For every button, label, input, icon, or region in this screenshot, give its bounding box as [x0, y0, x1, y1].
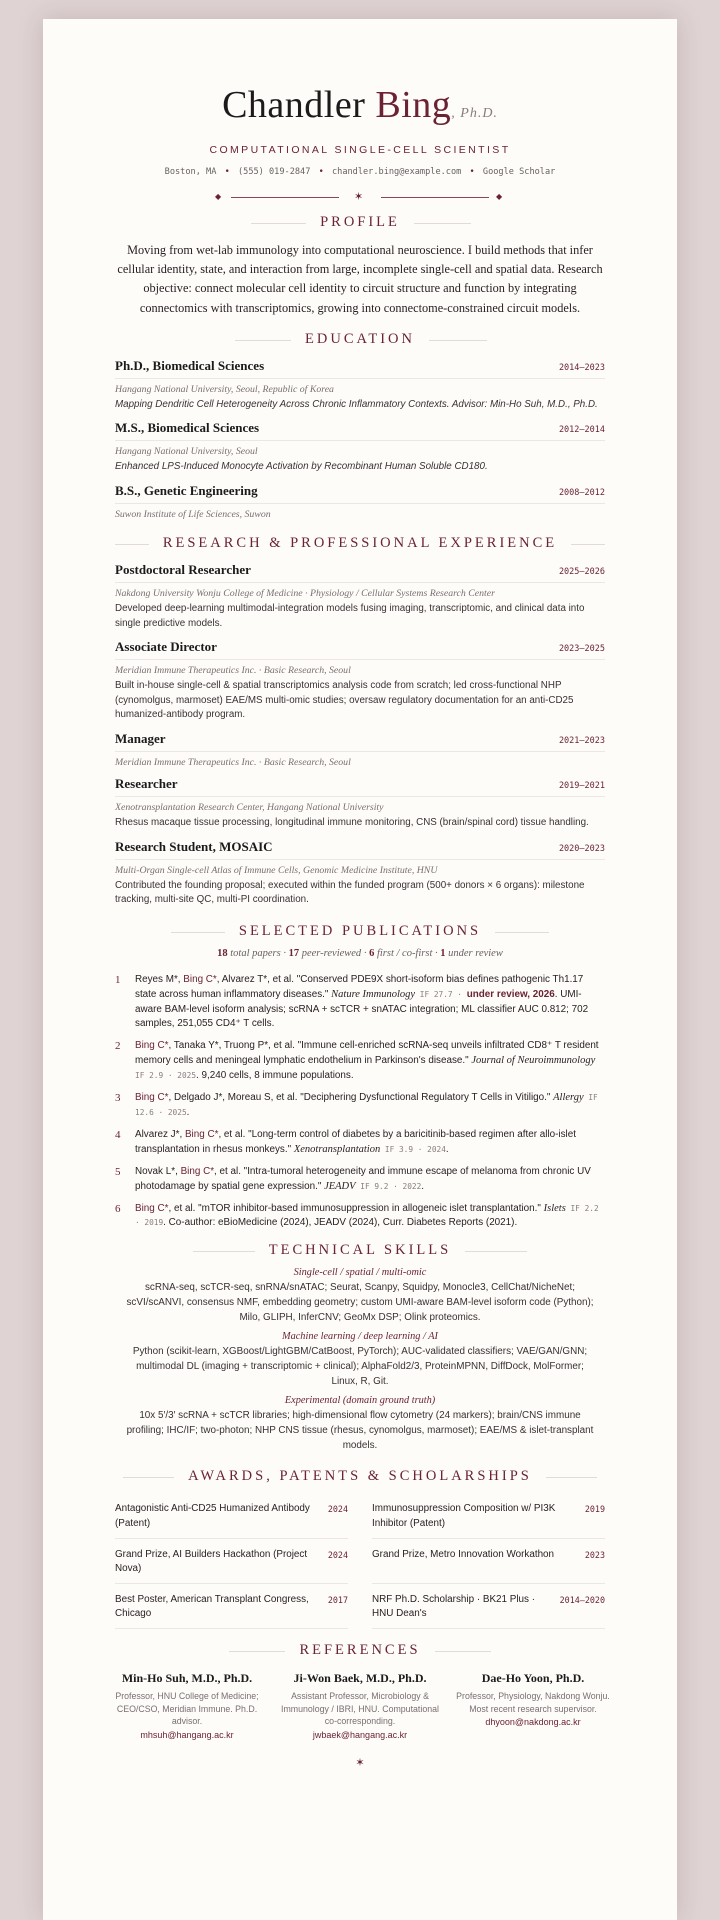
skill-category: Machine learning / deep learning / AI [282, 1331, 438, 1343]
award-item [372, 1545, 605, 1584]
publication-citation [135, 1165, 605, 1195]
contact-email-link[interactable]: chandler.bing@example.com [331, 167, 462, 177]
publication-list [115, 973, 605, 1232]
reference-name: Ji-Won Baek, M.D., Ph.D. [293, 1670, 427, 1685]
authors-title: , Delgado J*, Moreau S, et al. "Deciphering Dysfunctional Regulatory T Cells in Vitiligo." [168, 1092, 554, 1104]
journal-name: Islets [543, 1202, 566, 1214]
publication-number: 5 [115, 1165, 121, 1178]
entry-header [115, 358, 605, 379]
award-label: Grand Prize, AI Builders Hackathon (Project Nova) [115, 1548, 308, 1575]
authors-title: , et al. "Long-term control of diabetes by a baricitinib-based regimen after allo-islet transplantation in rhesus monkeys." [135, 1128, 576, 1155]
impact-factor: IF 9.2 · 2022 [355, 1181, 422, 1191]
authors-title: , Alvarez T*, et al. "Conserved PDE9X short-isoform bias defines pathogenic Th1.17 state across human inflammatory diseases." [135, 973, 584, 1000]
first-author-count: 6 [369, 947, 375, 959]
publication-number: 6 [115, 1202, 121, 1215]
google-scholar-link[interactable]: Google Scholar [482, 167, 556, 177]
publication-note: . 9,240 cells, 8 immune populations. [196, 1070, 354, 1082]
experience-list [115, 562, 605, 908]
contact-phone: (555) 019-2847 [237, 167, 311, 177]
journal-name: Journal of Neuroimmunology [471, 1055, 596, 1067]
last-name: Bing [375, 84, 452, 126]
award-item [372, 1499, 605, 1538]
journal-name: Allergy [553, 1092, 584, 1104]
review-status: under review, 2026 [466, 988, 555, 1000]
self-author: Bing C* [135, 1040, 169, 1052]
entry-title: Associate Director [115, 639, 217, 655]
publication-note: . [445, 1143, 449, 1155]
award-label: Best Poster, American Transplant Congress, Chicago [115, 1593, 309, 1620]
education-entry [115, 483, 605, 520]
role-title: COMPUTATIONAL SINGLE-CELL SCIENTIST [209, 144, 511, 156]
section-title-education: EDUCATION [43, 330, 677, 350]
publication-item [115, 1091, 605, 1121]
entry-description: Developed deep-learning multimodal-integration models fusing imaging, transcriptomic, and clinical data into single predictive models. [115, 603, 585, 629]
publication-citation [135, 1128, 605, 1158]
self-author: Bing C* [184, 1128, 219, 1140]
reference-name: Min-Ho Suh, M.D., Ph.D. [121, 1670, 253, 1685]
entry-header [115, 562, 605, 583]
experience-entry [115, 731, 605, 768]
reference-card [103, 1671, 271, 1740]
award-item [115, 1499, 348, 1538]
award-date: 2017 [327, 1594, 348, 1605]
reference-role: Professor, Physiology, Nakdong Wonju. Most recent research supervisor. [456, 1690, 610, 1714]
publication-item [115, 1165, 605, 1195]
authors-title: , et al. "mTOR inhibitor-based immunosuppression in allogeneic islet transplantation." [168, 1202, 544, 1214]
reference-email-link[interactable]: jwbaek@hangang.ac.kr [312, 1729, 408, 1740]
publication-note: . [186, 1107, 190, 1118]
entry-organization: Hangang National University, Seoul, Republic of Korea [115, 383, 334, 395]
entry-organization: Suwon Institute of Life Sciences, Suwon [115, 509, 271, 520]
reference-email-link[interactable]: dhyoon@nakdong.ac.kr [485, 1717, 581, 1728]
entry-organization: Xenotransplantation Research Center, Hangang National University [115, 801, 384, 813]
resume-header [43, 19, 677, 207]
profile-text: Moving from wet-lab immunology into computational neuroscience. I build methods that infer cellular identity, state, and interaction from large, incomplete single-cell and spatial data. Research objective: connect molecular cell identity to circuit structure and function by integrating connectomics with transcriptomics, growing into connectome-constrained circuit models. [117, 243, 603, 315]
education-entry [115, 358, 605, 413]
education-list [115, 358, 605, 520]
authors-before: Alvarez J*, [135, 1128, 185, 1140]
self-author: Bing C* [135, 1202, 169, 1214]
peer-count: 17 [288, 947, 300, 959]
journal-name: Nature Immunology [331, 988, 416, 1000]
header-flourish [215, 187, 505, 207]
impact-factor: IF 12.6 · 2025 [135, 1093, 598, 1117]
contact-location: Boston, MA [164, 167, 217, 177]
credential: , Ph.D. [451, 106, 498, 121]
publication-item [115, 1202, 605, 1232]
impact-factor: IF 2.9 · 2025 [135, 1071, 197, 1081]
skill-details: scRNA-seq, scTCR-seq, snRNA/snATAC; Seurat, Scanpy, Squidpy, Monocle3, CellChat/NicheNet; scVI/scANVI, consensus NMF, embedding geometry; custom UMI-aware BAM-level isoform code (Python); Milo, GLIPH, InferCNV; GeoMx DSP; Olink proteomics. [126, 1282, 594, 1324]
publication-number: 4 [115, 1128, 121, 1141]
publication-number: 2 [115, 1040, 121, 1053]
entry-header [115, 420, 605, 441]
publication-note: . [421, 1180, 425, 1192]
publication-citation [135, 1039, 605, 1084]
section-title-references: REFERENCES [43, 1641, 677, 1661]
reference-card [449, 1671, 617, 1740]
impact-factor: IF 2.2 · 2019 [135, 1203, 599, 1228]
section-title-experience: RESEARCH & PROFESSIONAL EXPERIENCE [43, 534, 677, 554]
impact-factor: IF 27.7 · [415, 989, 467, 999]
journal-name: Xenotransplantation [293, 1143, 381, 1155]
entry-date: 2019–2021 [558, 780, 605, 791]
entry-description: Mapping Dendritic Cell Heterogeneity Across Chronic Inflammatory Contexts. Advisor: Min-Ho Suh, M.D., Ph.D. [115, 398, 598, 410]
entry-title: Research Student, MOSAIC [115, 838, 273, 854]
entry-title: Postdoctoral Researcher [115, 562, 251, 577]
entry-header [115, 839, 605, 860]
authors-title: , Tanaka Y*, Truong P*, et al. "Immune cell-enriched scRNA-seq unveils infiltrated CD8⁺ T resident memory cells and meningeal lymphatic endothelium in Parkinson's disease." [135, 1040, 599, 1067]
entry-header [115, 776, 605, 797]
entry-organization: Meridian Immune Therapeutics Inc. · Basic Research, Seoul [115, 665, 351, 677]
reference-role: Assistant Professor, Microbiology & Immunology / IBRI, HNU. Computational co-corresponding. [281, 1690, 439, 1727]
entry-header [115, 731, 605, 752]
contact-line [43, 167, 677, 177]
entry-date: 2020–2023 [558, 843, 605, 854]
publication-note: . UMI-aware BAM-level isoform analysis; scRNA + scTCR + snATAC integration; ML classifier AUC 0.812; 702 samples, 251,055 CD4⁺ T cells. [135, 988, 589, 1030]
award-date: 2019 [584, 1504, 605, 1515]
resume-page [43, 19, 677, 1920]
section-title-awards: AWARDS, PATENTS & SCHOLARSHIPS [43, 1467, 677, 1487]
contact-separator: • [224, 167, 230, 177]
skills-list [125, 1267, 595, 1453]
skill-details: 10x 5′/3′ scRNA + scTCR libraries; high-dimensional flow cytometry (24 markers); brain/CNS immune profiling; IHC/IF; two-photon; NHP CNS tissue (rhesus, cynomolgus, marmoset); EAE/MS & islet-transplant models. [126, 1410, 594, 1452]
entry-header [115, 483, 605, 504]
skill-category: Single-cell / spatial / multi-omic [293, 1267, 427, 1279]
entry-description: Built in-house single-cell & spatial transcriptomics analysis code from scratch; led cross-functional NHP (cynomolgus, marmoset) EAE/MS multi-omic studies; oversaw regulatory documentation for an anti-CD25 humanized-antibody program. [115, 680, 574, 721]
entry-date: 2008–2012 [558, 488, 605, 498]
star-icon: ✶ [355, 1756, 365, 1769]
entry-title: Manager [115, 730, 166, 746]
award-date: 2014–2020 [559, 1594, 605, 1605]
publication-item [115, 973, 605, 1033]
references-list [103, 1671, 617, 1740]
publication-item [115, 1128, 605, 1158]
total-count: 18 [217, 947, 228, 959]
publication-citation [135, 1202, 605, 1232]
publication-note: . Co-author: eBioMedicine (2024), JEADV (2024), Curr. Diabetes Reports (2021). [163, 1217, 518, 1229]
authors-before: Novak L*, [135, 1165, 181, 1177]
section-title-skills: TECHNICAL SKILLS [43, 1241, 677, 1261]
awards-grid [115, 1499, 605, 1635]
award-date: 2023 [584, 1549, 605, 1560]
award-label: Antagonistic Anti-CD25 Humanized Antibody (Patent) [115, 1503, 310, 1529]
diamond-icon: ◆ [215, 192, 222, 201]
award-label: NRF Ph.D. Scholarship · BK21 Plus · HNU Dean's [372, 1593, 535, 1620]
entry-description: Enhanced LPS-Induced Monocyte Activation by Recombinant Human Soluble CD180. [115, 461, 488, 473]
entry-title: B.S., Genetic Engineering [115, 483, 258, 498]
experience-entry [115, 639, 605, 723]
impact-factor: IF 3.9 · 2024 [380, 1144, 446, 1154]
divider [231, 197, 339, 198]
publication-citation [135, 973, 605, 1033]
contact-separator: • [318, 167, 324, 177]
entry-date: 2021–2023 [558, 735, 605, 746]
reference-email-link[interactable]: mhsuh@hangang.ac.kr [140, 1729, 234, 1740]
first-name: Chandler [222, 84, 366, 126]
diamond-icon: ◆ [496, 192, 503, 201]
experience-entry [115, 839, 605, 908]
education-entry [115, 420, 605, 475]
entry-date: 2023–2025 [558, 644, 605, 655]
skill-category: Experimental (domain ground truth) [284, 1395, 436, 1407]
section-title-publications: SELECTED PUBLICATIONS [43, 922, 677, 942]
star-icon: ✶ [354, 191, 364, 203]
entry-organization: Multi-Organ Single-cell Atlas of Immune Cells, Genomic Medicine Institute, HNU [115, 864, 438, 876]
reference-card [276, 1671, 444, 1740]
entry-description: Contributed the founding proposal; executed within the funded program (500+ donors × 6 organs): milestone tracking, multi-site QC, multi-PI coordination. [115, 879, 585, 906]
publication-item [115, 1039, 605, 1084]
entry-date: 2012–2014 [558, 425, 605, 436]
divider [381, 197, 489, 198]
publication-summary: 18 total papers · 17 peer-reviewed · 6 first / co-first · 1 under review [217, 947, 503, 959]
award-label: Grand Prize, Metro Innovation Workathon [372, 1548, 555, 1560]
skill-details: Python (scikit-learn, XGBoost/LightGBM/CatBoost, PyTorch); AUC-validated classifiers; VAE/GAN/GNN; multimodal DL (imaging + transcriptomic + clinical); AlphaFold2/3, ProteinMPNN, DiffDock, MolFormer; Linux, R, Git. [132, 1346, 588, 1388]
entry-header [115, 639, 605, 660]
entry-description: Rhesus macaque tissue processing, longitudinal immune monitoring, CNS (brain/spinal cord) tissue handling. [115, 816, 589, 828]
entry-date: 2014–2023 [558, 362, 605, 373]
publication-citation [135, 1091, 605, 1121]
award-item [372, 1590, 605, 1629]
contact-separator: • [469, 167, 475, 177]
entry-organization: Hangang National University, Seoul [115, 446, 258, 458]
reference-role: Professor, HNU College of Medicine; CEO/CSO, Meridian Immune. Ph.D. advisor. [115, 1690, 259, 1727]
entry-date: 2025–2026 [558, 567, 605, 577]
authors-title: , et al. "Intra-tumoral heterogeneity and immune escape of melanoma from chronic UV photodamage by spatial gene expression." [135, 1165, 591, 1192]
journal-name: JEADV [324, 1180, 356, 1192]
award-label: Immunosuppression Composition w/ PI3K Inhibitor (Patent) [372, 1503, 556, 1529]
entry-organization: Meridian Immune Therapeutics Inc. · Basic Research, Seoul [115, 756, 351, 768]
entry-title: Researcher [115, 775, 178, 791]
entry-title: M.S., Biomedical Sciences [115, 420, 260, 436]
entry-organization: Nakdong University Wonju College of Medicine · Physiology / Cellular Systems Research Center [115, 588, 495, 599]
award-date: 2024 [327, 1549, 348, 1560]
publication-number: 1 [115, 973, 121, 986]
self-author: Bing C* [183, 973, 217, 985]
publication-number: 3 [115, 1092, 121, 1105]
reference-name: Dae-Ho Yoon, Ph.D. [481, 1670, 585, 1685]
experience-entry [115, 776, 605, 831]
experience-entry [115, 562, 605, 631]
award-item [115, 1545, 348, 1584]
section-title-profile: PROFILE [43, 213, 677, 233]
award-item [115, 1590, 348, 1629]
authors-before: Reyes M*, [135, 973, 184, 985]
entry-title: Ph.D., Biomedical Sciences [115, 357, 265, 373]
under-review-count: 1 [440, 947, 446, 959]
candidate-name [43, 83, 677, 136]
self-author: Bing C* [180, 1165, 215, 1177]
self-author: Bing C* [135, 1092, 169, 1104]
award-date: 2024 [327, 1504, 348, 1515]
